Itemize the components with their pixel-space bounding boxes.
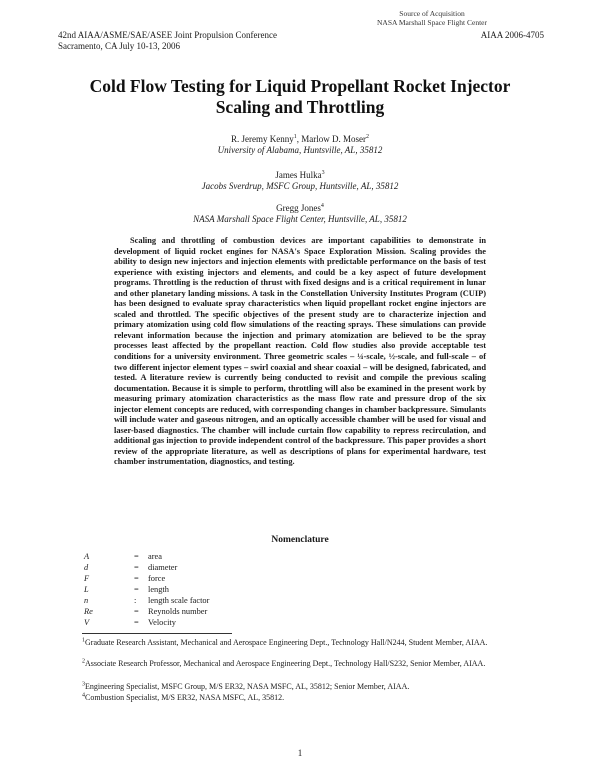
nomenclature-definition: Velocity: [148, 618, 176, 627]
nomenclature-definition: length scale factor: [148, 596, 210, 605]
nomenclature-separator: =: [134, 585, 139, 594]
title-line-2: Scaling and Throttling: [215, 97, 385, 117]
page-number: 1: [297, 748, 303, 758]
stamp-line-2: NASA Marshall Space Flight Center: [377, 18, 487, 27]
footnote-text: Combustion Specialist, M/S ER32, NASA MSFC, AL, 35812.: [85, 693, 285, 702]
footnote-index: 2: [82, 658, 85, 665]
author-name: Gregg Jones: [276, 203, 321, 213]
nomenclature-symbol: F: [84, 574, 90, 583]
author-block-2: [100, 170, 500, 192]
nomenclature-separator: :: [134, 596, 137, 605]
author-affiliation: University of Alabama, Huntsville, AL, 35812: [217, 145, 383, 155]
nomenclature-separator: =: [134, 618, 139, 627]
author-affiliation: Jacobs Sverdrup, MSFC Group, Huntsville, AL, 35812: [201, 181, 399, 191]
author-footnote-mark: 2: [366, 134, 369, 140]
nomenclature-separator: =: [134, 552, 139, 561]
footnote-index: 1: [82, 637, 85, 644]
nomenclature-symbol: d: [84, 563, 89, 572]
nomenclature-symbol: Re: [84, 607, 93, 616]
footnote-text: Engineering Specialist, MSFC Group, M/S ER32, NASA MSFC, AL, 35812; Senior Member, AIAA.: [85, 682, 410, 691]
author-name: R. Jeremy Kenny: [231, 134, 294, 144]
nomenclature-row: [84, 617, 348, 628]
nomenclature-row: [84, 573, 348, 584]
nomenclature-symbol: n: [84, 596, 89, 605]
nomenclature-symbol: V: [84, 618, 90, 627]
nomenclature-row: [84, 606, 348, 617]
title-line-1: Cold Flow Testing for Liquid Propellant Rocket Injector: [89, 76, 511, 96]
stamp-line-1: Source of Acquisition: [399, 9, 465, 18]
author-names: [100, 134, 500, 145]
abstract: Scaling and throttling of combustion devices are important capabilities to demonstrate in development of liquid rocket engines for NASA's Space Exploration Mission. Scaling provides the ability to design new injectors and injection elements with predictable performance on the basis of test experience with existing injectors and elements, and could be a key aspect of future development programs. Throttling is the reduction of thrust with fixed designs and is a critical requirement in lunar and other planetary landing missions. A task in the Constellation University Institutes Program (CUIP) has been designed to evaluate spray characteristics when liquid propellant rocket engine injectors are scaled and throttled. The specific objectives of the present study are to characterize injection and primary atomization using cold flow simulations of the reacting sprays. These simulations can provide relevant information because the injection and primary atomization are believed to be the spray processes least affected by the propellant reaction. Cold flow studies also provide acceptable test conditions for a university environment. Three geometric scales – ¼-scale, ½-scale, and full-scale – of two different injector element types – swirl coaxial and shear coaxial – will be designed, fabricated, and tested. A literature review is currently being conducted to revisit and compile the previous scaling documentation. Because it is simple to perform, throttling will also be examined in the present work by measuring primary atomization characteristics as the mass flow rate and pressure drop of the six injector element concepts are reduced, with corresponding changes in chamber backpressure. Simulants will include water and gaseous nitrogen, and an optically accessible chamber will be used for visual and laser-based diagnostics. The chamber will include curtain flow capability to repress recirculation, and additional gas injection to provide independent control of the backpressure. This paper provides a short review of the appropriate literature, as well as descriptions of plans for experimental hardware, test chamber instrumentation, diagnostics, and testing.: [114, 236, 486, 467]
footnote: [82, 682, 546, 693]
nomenclature-symbol: L: [84, 585, 89, 594]
nomenclature-definition: area: [148, 552, 162, 561]
author-affiliation: NASA Marshall Space Flight Center, Huntsville, AL, 35812: [193, 214, 407, 224]
paper-number: AIAA 2006-4705: [480, 30, 544, 40]
nomenclature-row: [84, 584, 348, 595]
footnote: [82, 638, 546, 649]
author-footnote-mark: 1: [293, 134, 297, 140]
author-name: , Marlow D. Moser: [296, 134, 366, 144]
nomenclature-row: [84, 562, 348, 573]
author-block-1: [100, 134, 500, 156]
author-names: [100, 203, 500, 214]
nomenclature-list: [84, 551, 348, 628]
nomenclature-separator: =: [134, 563, 139, 572]
conference-location: Sacramento, CA July 10-13, 2006: [58, 41, 180, 51]
nomenclature-definition: length: [148, 585, 169, 594]
nomenclature-symbol: A: [84, 552, 90, 561]
running-header-left: [58, 30, 277, 52]
nomenclature-separator: =: [134, 607, 139, 616]
footnote-index: 3: [82, 681, 85, 688]
author-footnote-mark: 3: [321, 170, 325, 176]
footnote-rule: [82, 633, 232, 634]
acquisition-stamp: [352, 9, 512, 27]
nomenclature-row: [84, 595, 348, 606]
nomenclature-definition: force: [148, 574, 166, 583]
footnote-text: Associate Research Professor, Mechanical and Aerospace Engineering Dept., Technology Hall/S232, Senior Member, AIAA.: [85, 659, 486, 668]
nomenclature-row: [84, 551, 348, 562]
nomenclature-separator: =: [134, 574, 139, 583]
author-footnote-mark: 4: [320, 203, 324, 209]
conference-name: 42nd AIAA/ASME/SAE/ASEE Joint Propulsion Conference: [58, 30, 277, 40]
author-name: James Hulka: [275, 170, 322, 180]
nomenclature-definition: diameter: [148, 563, 178, 572]
paper-title: [40, 76, 560, 118]
footnote-text: Graduate Research Assistant, Mechanical and Aerospace Engineering Dept., Technology Hall/N244, Student Member, AIAA.: [85, 638, 488, 647]
author-block-3: [100, 203, 500, 225]
nomenclature-heading: Nomenclature: [271, 535, 329, 545]
footnote: [82, 659, 546, 670]
author-names: [100, 170, 500, 181]
nomenclature-definition: Reynolds number: [148, 607, 208, 616]
footnote-index: 4: [82, 692, 85, 699]
footnote: [82, 693, 546, 704]
